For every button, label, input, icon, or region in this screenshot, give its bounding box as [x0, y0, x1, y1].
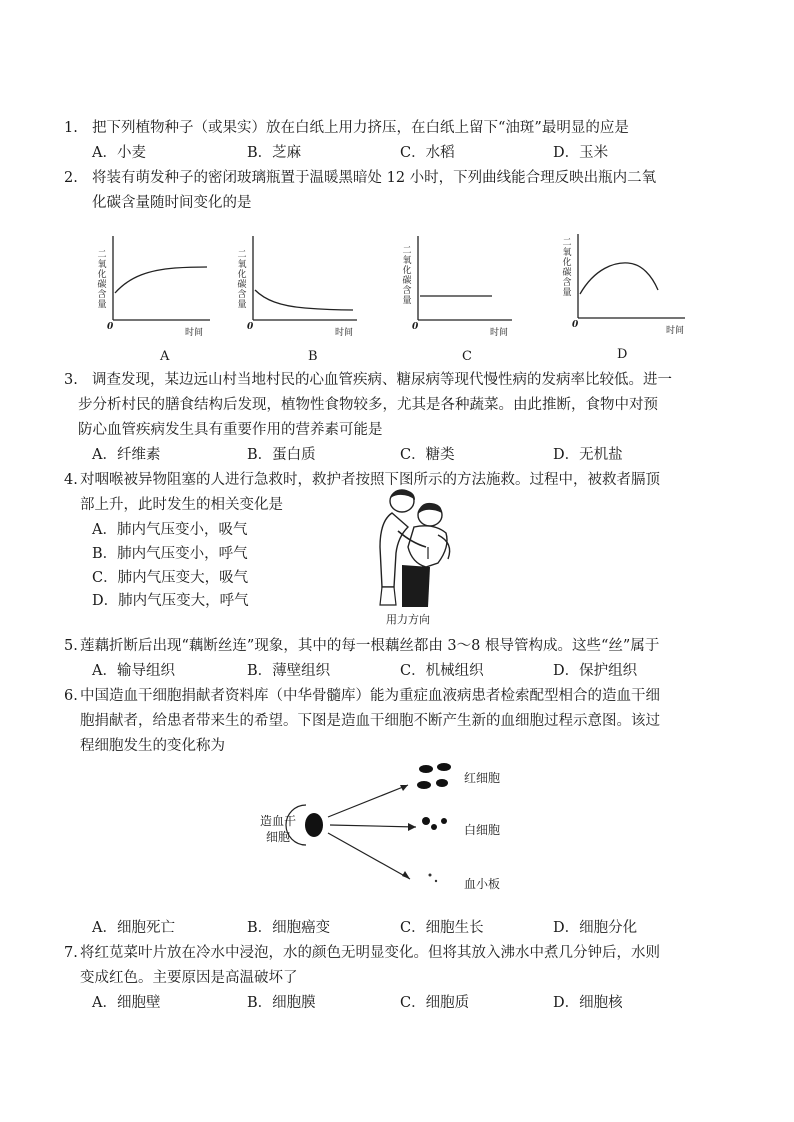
red-cell-label: 红细胞 — [464, 771, 501, 785]
rescue-figure — [368, 487, 464, 627]
option-c: C．细胞生长 — [400, 920, 484, 936]
graph-c-axes — [400, 228, 520, 328]
question-number: 4. — [64, 472, 78, 488]
option-a: A．细胞壁 — [92, 995, 161, 1011]
heimlich-illustration — [368, 487, 464, 609]
graph-d-origin: 0 — [572, 320, 579, 330]
question-number: 3. — [64, 372, 78, 388]
option-d: D．细胞核 — [553, 995, 623, 1011]
option-a: A．细胞死亡 — [92, 920, 175, 936]
question-number: 5. — [64, 638, 78, 654]
stem-cell-diagram — [258, 755, 518, 895]
option-b: B．肺内气压变小，呼气 — [92, 546, 248, 562]
graph-b — [235, 228, 365, 338]
option-c: C．细胞质 — [400, 995, 470, 1011]
stem-cell-label-1: 造血干 — [260, 814, 297, 828]
option-d: D．细胞分化 — [553, 920, 638, 936]
graph-c-label: C — [462, 349, 472, 364]
graph-b-label: B — [308, 349, 318, 364]
question-stem: 把下列植物种子（或果实）放在白纸上用力挤压，在白纸上留下“油斑”最明显的应是 — [92, 120, 629, 136]
option-c: C．糖类 — [400, 447, 455, 463]
question-number: 7. — [64, 945, 78, 961]
graph-a-axes — [95, 228, 215, 328]
question-stem-line-3: 程细胞发生的变化称为 — [80, 738, 225, 754]
question-stem-line-1: 调查发现，某边远山村当地村民的心血管疾病、糖尿病等现代慢性病的发病率比较低。进一 — [92, 372, 672, 388]
option-c: C．水稻 — [400, 145, 455, 161]
graph-b-xlabel: 时间 — [335, 328, 354, 338]
graph-a-xlabel: 时间 — [185, 328, 204, 338]
graph-d — [560, 228, 690, 338]
graph-c-ylabel: 二氧化碳含量 — [402, 246, 412, 306]
option-d: D．无机盐 — [553, 447, 623, 463]
option-b: B．薄壁组织 — [247, 663, 331, 679]
option-c: C．肺内气压变大，吸气 — [92, 570, 249, 586]
question-stem-line-1: 将红苋菜叶片放在冷水中浸泡，水的颜色无明显变化。但将其放入沸水中煮几分钟后，水则 — [80, 945, 660, 961]
question-stem-line-2: 步分析村民的膳食结构后发现，植物性食物较多，尤其是各种蔬菜。由此推断，食物中对预 — [78, 397, 658, 413]
question-number: 2. — [64, 170, 78, 186]
question-stem-line-2: 胞捐献者，给患者带来生的希望。下图是造血干细胞不断产生新的血细胞过程示意图。该过 — [80, 713, 660, 729]
option-d: D．肺内气压变大，呼气 — [92, 593, 249, 609]
stem-cell-label-2: 细胞 — [266, 830, 291, 844]
option-b: B．芝麻 — [247, 145, 302, 161]
graph-a-origin: 0 — [107, 322, 114, 332]
question-stem-line-1: 对咽喉被异物阻塞的人进行急救时，救护者按照下图所示的方法施救。过程中，被救者膈顶 — [80, 472, 660, 488]
graph-d-label: D — [617, 347, 628, 362]
figure-caption: 用力方向 — [386, 613, 430, 626]
graph-a-ylabel: 二氧化碳含量 — [97, 250, 107, 310]
option-d: D．保护组织 — [553, 663, 638, 679]
option-b: B．细胞膜 — [247, 995, 316, 1011]
graph-c — [400, 228, 520, 338]
graph-b-axes — [235, 228, 365, 328]
platelet-label: 血小板 — [464, 877, 501, 891]
option-c: C．机械组织 — [400, 663, 484, 679]
option-b: B．蛋白质 — [247, 447, 316, 463]
option-d: D．玉米 — [553, 145, 609, 161]
option-a: A．小麦 — [92, 145, 146, 161]
option-a: A．纤维素 — [92, 447, 161, 463]
question-number: 6. — [64, 688, 78, 704]
graph-d-ylabel: 二氧化碳含量 — [562, 238, 572, 298]
option-b: B．细胞癌变 — [247, 920, 331, 936]
white-cell-label: 白细胞 — [464, 823, 501, 837]
question-stem-line-1: 将装有萌发种子的密闭玻璃瓶置于温暖黑暗处 12 小时，下列曲线能合理反映出瓶内二氧 — [92, 170, 657, 186]
question-number: 1. — [64, 120, 78, 136]
graph-c-origin: 0 — [412, 322, 419, 332]
graph-a — [95, 228, 215, 338]
option-a: A．输导组织 — [92, 663, 175, 679]
question-stem-line-2: 变成红色。主要原因是高温破坏了 — [80, 970, 298, 986]
graph-b-ylabel: 二氧化碳含量 — [237, 250, 247, 310]
question-stem: 莲藕折断后出现“藕断丝连”现象，其中的每一根藕丝都由 3～8 根导管构成。这些“丝”属于 — [80, 638, 660, 654]
question-stem-line-2: 部上升，此时发生的相关变化是 — [80, 497, 283, 513]
graph-d-xlabel: 时间 — [666, 326, 685, 336]
option-a: A．肺内气压变小，吸气 — [92, 522, 248, 538]
question-stem-line-1: 中国造血干细胞捐献者资料库（中华骨髓库）能为重症血液病患者检索配型相合的造血干细 — [80, 688, 660, 704]
question-stem-line-2: 化碳含量随时间变化的是 — [92, 195, 252, 211]
graph-a-label: A — [160, 349, 170, 364]
graph-b-origin: 0 — [247, 322, 254, 332]
question-stem-line-3: 防心血管疾病发生具有重要作用的营养素可能是 — [78, 422, 383, 438]
graph-c-xlabel: 时间 — [490, 328, 509, 338]
graph-d-axes — [560, 228, 690, 328]
